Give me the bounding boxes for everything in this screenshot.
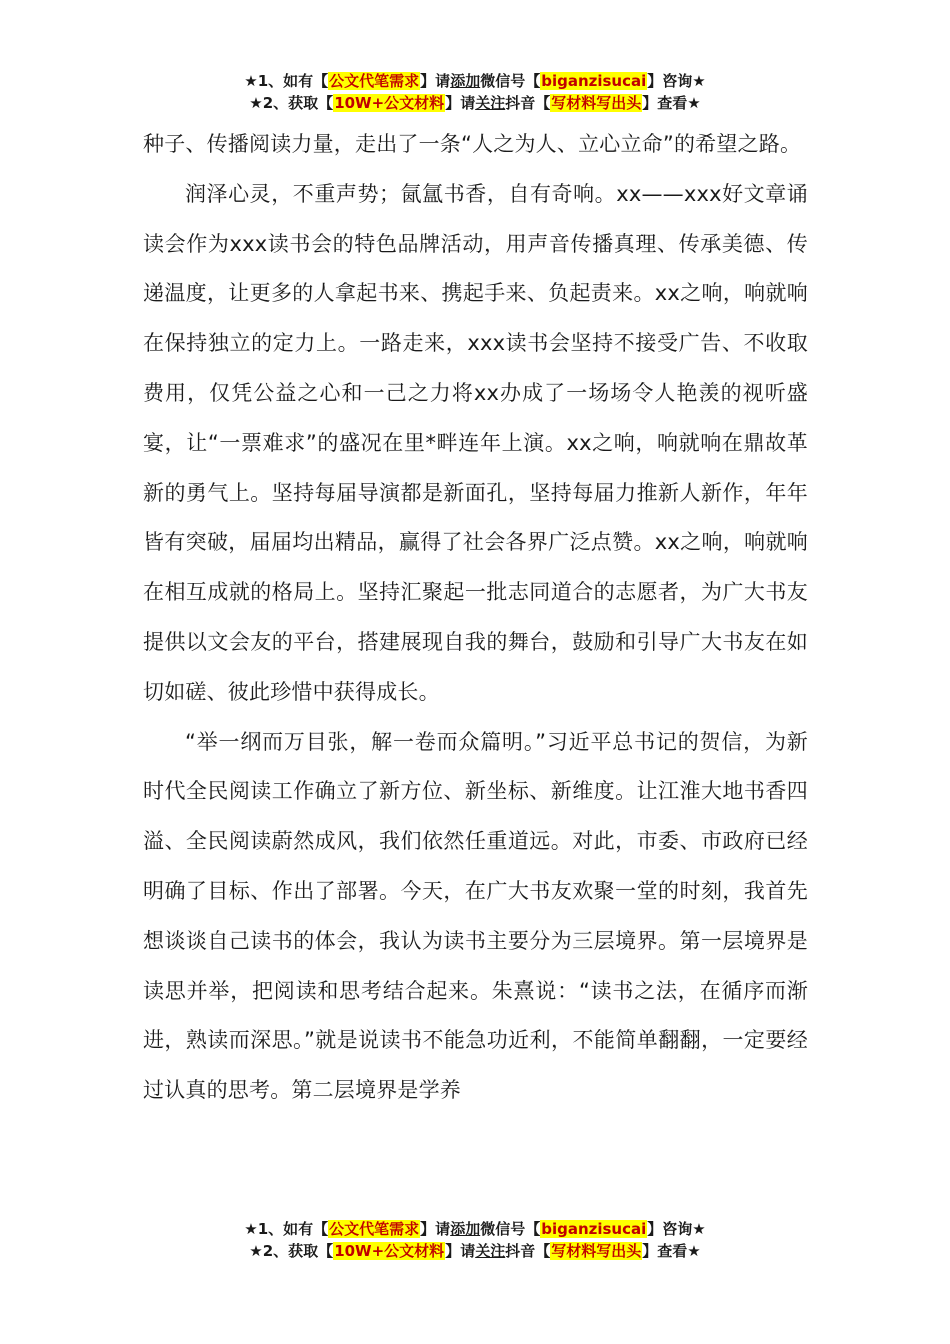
paragraph: 润泽心灵，不重声势；氤氲书香，自有奇响。xx——xxx好文章诵读会作为xxx读书会的特色品牌活动，用声音传播真理、传承美德、传递温度，让更多的人拿起书来、携起手来、负起责来。xx之响，响就响在保持独立的定力上。一路走来，xxx读书会坚持不接受广告、不收取费用，仅凭公益之心和一己之力将xx办成了一场场令人艳羡的视听盛宴，让“一票难求”的盛况在里*畔连年上演。xx之响，响就响在鼎故革新的勇气上。坚持每届导演都是新面孔，坚持每届力推新人新作，年年皆有突破，届届均出精品，赢得了社会各界广泛点赞。xx之响，响就响在相互成就的格局上。坚持汇聚起一批志同道合的志愿者，为广大书友提供以文会友的平台，搭建展现自我的舞台，鼓励和引导广大书友在如切如磋、彼此珍惜中获得成长。 [143, 181, 808, 704]
banner-line-1 [0, 70, 950, 92]
banner-text: 】查看★ [642, 94, 701, 112]
banner-highlight: 公文代笔需求 [329, 1220, 420, 1238]
banner-emphasis: 添加 [450, 1220, 481, 1238]
banner-text: 抖音【 [505, 94, 551, 112]
banner-text: 】查看★ [642, 1242, 701, 1260]
banner-highlight: 写材料写出头 [551, 94, 642, 112]
banner-text: 】请 [420, 1220, 451, 1238]
footer-banner [0, 1218, 950, 1262]
banner-emphasis: 关注 [475, 94, 506, 112]
banner-highlight: 10W+公文材料 [334, 1242, 445, 1260]
banner-text: 】请 [445, 1242, 476, 1260]
banner-line-2 [0, 92, 950, 114]
banner-text: 抖音【 [505, 1242, 551, 1260]
paragraph: “举一纲而万目张，解一卷而众篇明。”习近平总书记的贺信，为新时代全民阅读工作确立了新方位、新坐标、新维度。让江淮大地书香四溢、全民阅读蔚然成风，我们依然任重道远。对此，市委、市政府已经明确了目标、作出了部署。今天，在广大书友欢聚一堂的时刻，我首先想谈谈自己读书的体会，我认为读书主要分为三层境界。第一层境界是读思并举，把阅读和思考结合起来。朱熹说：“读书之法，在循序而渐进，熟读而深思。”就是说读书不能急功近利，不能简单翻翻，一定要经过认真的思考。第二层境界是学养 [143, 729, 808, 1103]
banner-highlight: biganzisucai [541, 72, 647, 90]
banner-highlight: 10W+公文材料 [334, 94, 445, 112]
banner-highlight: biganzisucai [541, 1220, 647, 1238]
banner-highlight: 公文代笔需求 [329, 72, 420, 90]
document-body [143, 120, 808, 1116]
banner-text: 】请 [445, 94, 476, 112]
banner-highlight: 写材料写出头 [551, 1242, 642, 1260]
banner-emphasis: 关注 [475, 1242, 506, 1260]
banner-line-2 [0, 1240, 950, 1262]
banner-text: 】咨询★ [647, 1220, 706, 1238]
banner-line-1 [0, 1218, 950, 1240]
banner-text: ★1、如有【 [244, 1220, 329, 1238]
banner-text: ★2、获取【 [249, 1242, 334, 1260]
banner-text: 】请 [420, 72, 451, 90]
banner-text: 】咨询★ [647, 72, 706, 90]
paragraph-continuation: 种子、传播阅读力量，走出了一条“人之为人、立心立命”的希望之路。 [143, 132, 802, 156]
banner-emphasis: 添加 [450, 72, 481, 90]
banner-text: ★1、如有【 [244, 72, 329, 90]
banner-text: 微信号【 [480, 72, 541, 90]
banner-text: 微信号【 [480, 1220, 541, 1238]
header-banner [0, 70, 950, 114]
banner-text: ★2、获取【 [249, 94, 334, 112]
